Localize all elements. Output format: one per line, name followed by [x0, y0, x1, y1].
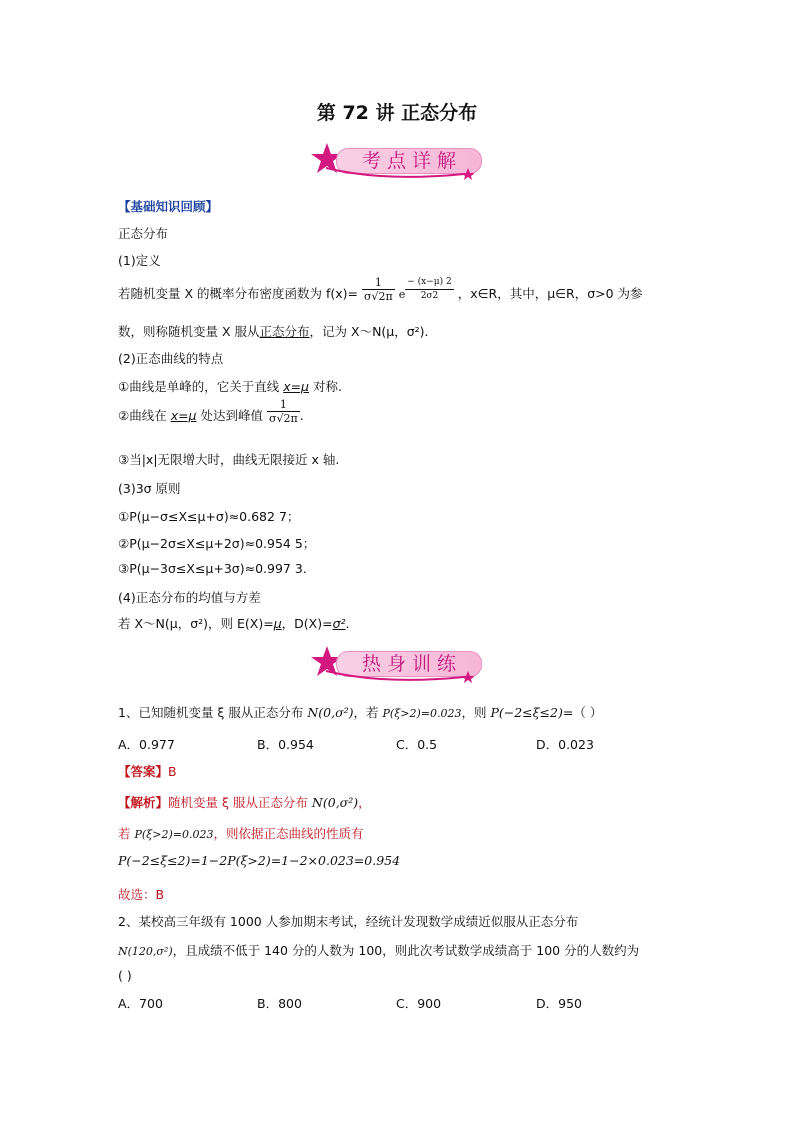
underlined-term: x=μ [283, 379, 310, 394]
formula: P(ξ>2)=0.023 [382, 707, 462, 720]
analysis-label: 【解析】 [118, 795, 169, 810]
text-line: (3)3σ 原则 [118, 481, 181, 496]
analysis-line-2 [118, 824, 363, 842]
text-line: ③当|x|无限增大时，曲线无限接近 x 轴. [118, 452, 340, 467]
page-title: 第 72 讲 正态分布 [316, 102, 478, 124]
question-2-stem-line-1: 2、某校高三年级有 1000 人参加期末考试，经统计发现数学成绩近似服从正态分布 [118, 914, 579, 929]
banner-text: 热身训练 [362, 653, 463, 675]
text-line: ①P(μ−σ≤X≤μ+σ)≈0.682 7； [118, 509, 300, 524]
text-segment: 1、已知随机变量 ξ 服从正态分布 [118, 705, 308, 720]
text-segment: 数，则称随机变量 X 服从 [118, 324, 260, 339]
option-b: B．0.954 [257, 737, 314, 752]
fraction [362, 276, 395, 303]
option-d: D．950 [536, 996, 582, 1011]
exponent [405, 276, 453, 303]
analysis-line-1 [118, 793, 371, 811]
text-line [118, 322, 429, 340]
text-segment: . [299, 408, 304, 423]
option-c: C．900 [396, 996, 442, 1011]
text-line: (1)定义 [118, 253, 161, 268]
underlined-term: σ² [332, 616, 346, 631]
text-line [118, 398, 304, 425]
text-segment: ，x∈R，其中，μ∈R，σ>0 为参 [457, 286, 643, 301]
underlined-term: μ [273, 616, 282, 631]
formula: P(−2≤ξ≤2)= [490, 705, 574, 720]
banner-text: 考点详解 [362, 150, 463, 172]
underlined-term: x=μ [170, 408, 197, 423]
text-segment: （ ） [573, 705, 603, 720]
swoosh-decoration [324, 669, 474, 683]
text-segment: 若 X～N(μ，σ²)，则 E(X)= [118, 616, 274, 631]
formula: N(120,σ²) [118, 945, 173, 958]
section-heading: 【基础知识回顾】 [118, 199, 219, 214]
text-segment: ， [358, 795, 371, 810]
fraction [267, 398, 300, 425]
fraction-numerator: 1 [267, 398, 300, 412]
density-formula-line: 若随机变量 X 的概率分布密度函数为 f(x)= $\frac{1}{\sigma√2\pi}$ e $\frac{- (x-\mu) 2}{2\sigma 2}$ ，x∈R，其中，μ∈R，σ>0 为参 [118, 276, 643, 303]
section-banner-reshen [310, 643, 480, 683]
conclusion: 故选：B [118, 887, 165, 902]
text-line: 正态分布 [118, 226, 169, 241]
text-line: (4)正态分布的均值与方差 [118, 590, 261, 605]
text-segment: ，记为 X～N(μ，σ²). [309, 324, 429, 339]
text-segment: 若 [118, 826, 135, 841]
text-segment: . [345, 616, 350, 631]
option-a: A．0.977 [118, 737, 175, 752]
text-segment: ，则依据正态曲线的性质有 [213, 826, 364, 841]
text-segment: ，若 [353, 705, 383, 720]
option-d: D．0.023 [536, 737, 594, 752]
question-2-stem-line-2 [118, 941, 639, 959]
formula: N(0,σ²) [307, 705, 354, 720]
answer-value: B [168, 764, 177, 779]
fraction-denominator: σ√2π [364, 290, 393, 303]
section-banner-kaodian [310, 140, 480, 180]
text-line: (2)正态曲线的特点 [118, 351, 224, 366]
answer-label: 【答案】 [118, 764, 169, 779]
option-c: C．0.5 [396, 737, 438, 752]
text-segment: 对称. [309, 379, 342, 394]
exponent-bottom: 2σ2 [420, 291, 439, 301]
exponent-top: − (x−μ) 2 [405, 276, 453, 290]
fraction-denominator: σ√2π [268, 412, 298, 425]
text-segment: ①曲线是单峰的，它关于直线 [118, 379, 284, 394]
analysis-equation: P(−2≤ξ≤2)=1−2P(ξ>2)=1−2×0.023=0.954 [118, 853, 401, 868]
text-line: ③P(μ−3σ≤X≤μ+3σ)≈0.997 3. [118, 561, 307, 576]
underlined-term: 正态分布 [259, 324, 310, 339]
formula: N(0,σ²) [311, 795, 359, 810]
text-line [118, 614, 350, 632]
text-line: ②P(μ−2σ≤X≤μ+2σ)≈0.954 5； [118, 536, 316, 551]
text-segment: ，则 [461, 705, 491, 720]
text-segment: 处达到峰值 [196, 408, 263, 423]
text-segment: ，且成绩不低于 140 分的人数为 100，则此次考试数学成绩高于 100 分的人数约为 [172, 943, 640, 958]
option-a: A．700 [118, 996, 163, 1011]
text-segment: ②曲线在 [118, 408, 171, 423]
option-b: B．800 [257, 996, 302, 1011]
text-segment: ，D(X)= [281, 616, 333, 631]
answer-line [118, 762, 177, 780]
text-segment: 随机变量 ξ 服从正态分布 [168, 795, 312, 810]
fraction-numerator: 1 [362, 276, 395, 290]
text-line [118, 377, 342, 395]
swoosh-decoration [324, 166, 474, 180]
formula: P(ξ>2)=0.023 [134, 828, 214, 841]
question-1-stem [118, 703, 602, 721]
text-segment: 若随机变量 X 的概率分布密度函数为 f(x)= [118, 286, 359, 301]
question-2-stem-line-3: ( ) [118, 968, 132, 983]
